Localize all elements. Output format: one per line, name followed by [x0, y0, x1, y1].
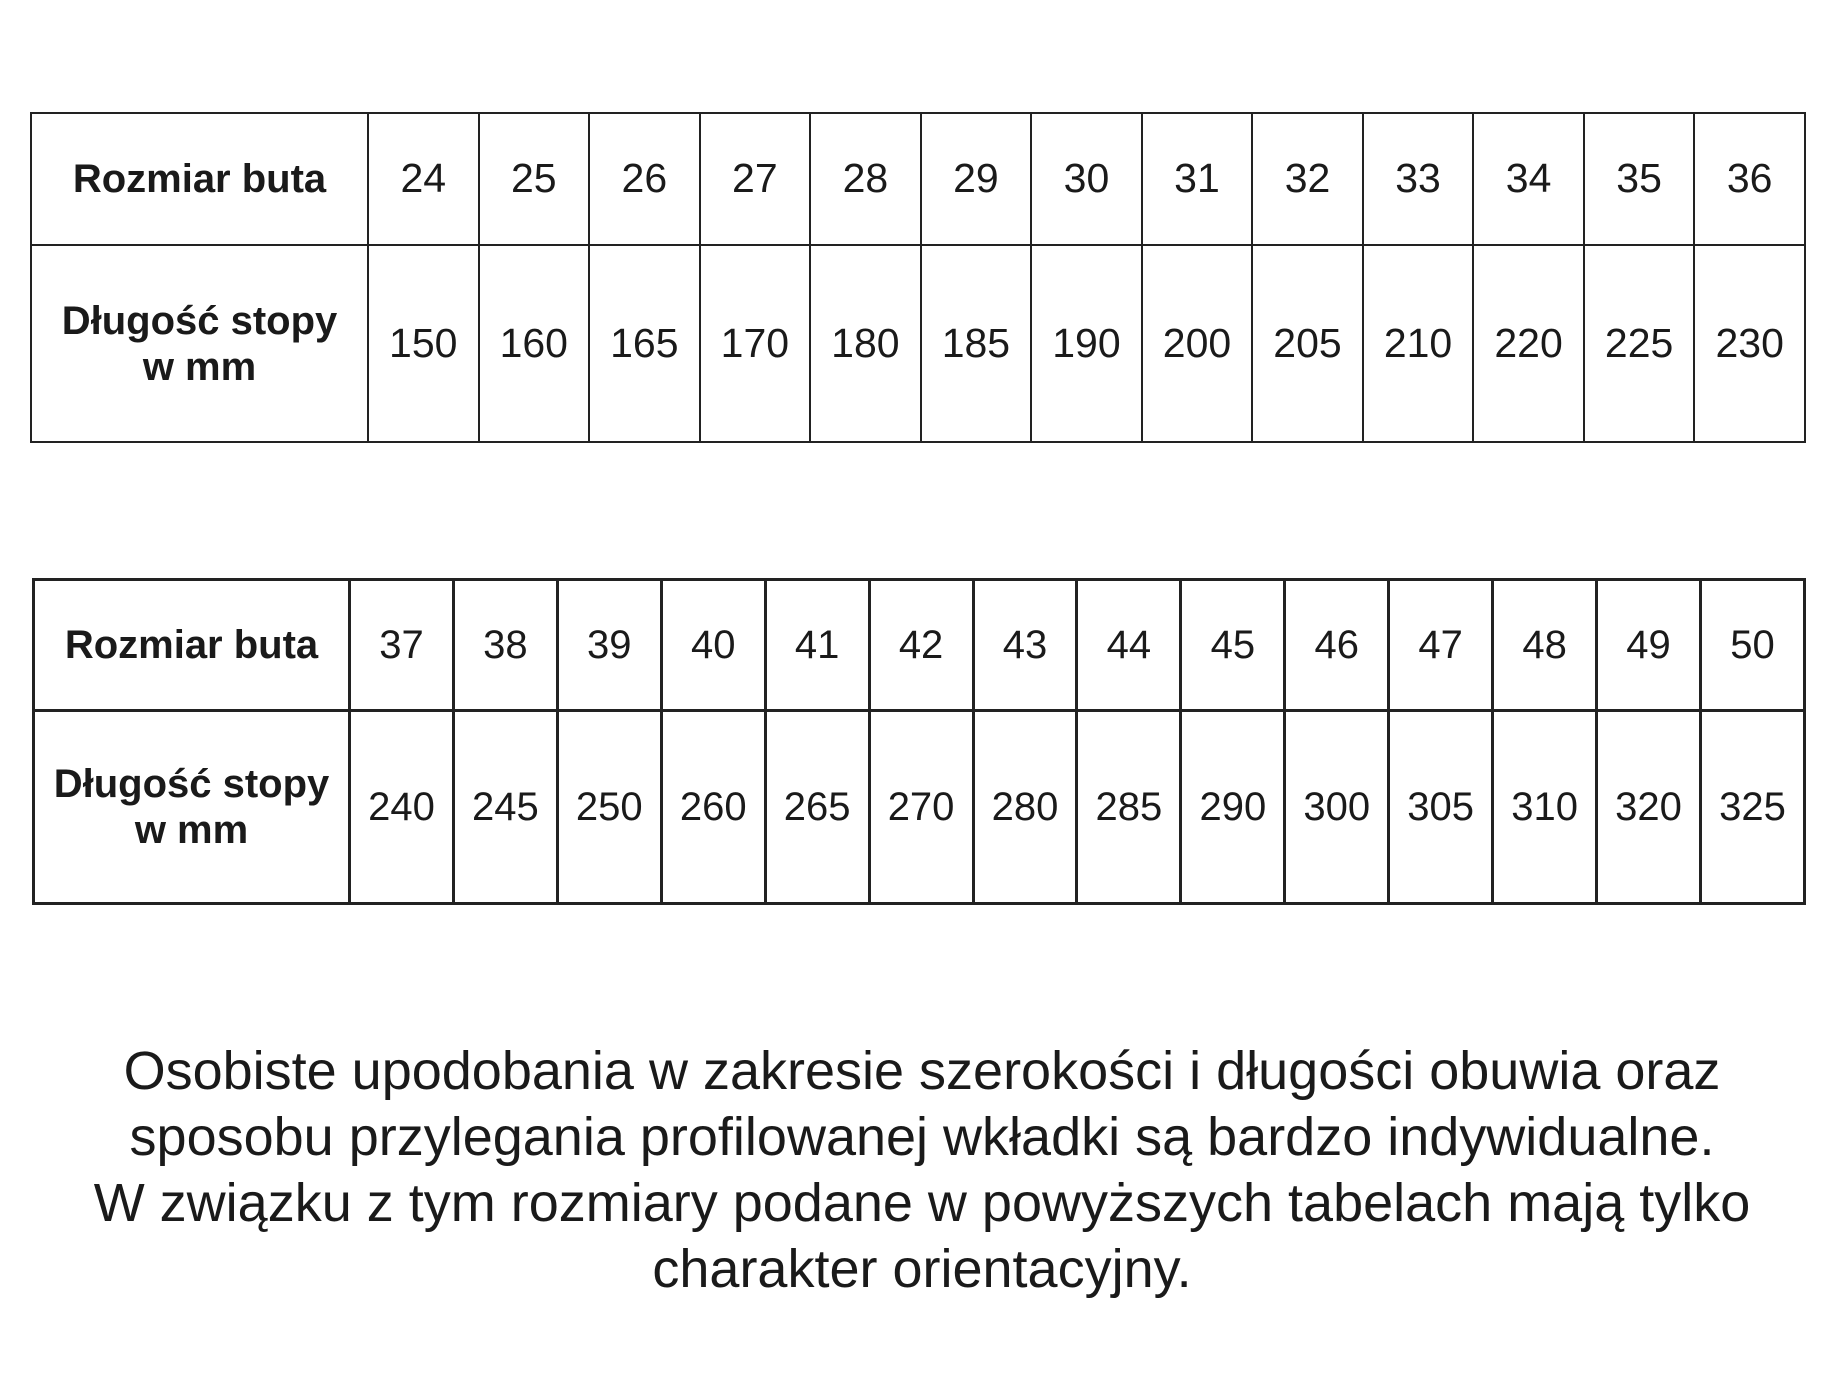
foot-length-cell: 310 [1493, 711, 1597, 904]
shoe-size-label: Rozmiar buta [31, 113, 368, 245]
shoe-size-cell: 44 [1077, 580, 1181, 711]
shoe-size-cell: 26 [589, 113, 700, 245]
shoe-size-cell: 37 [350, 580, 454, 711]
foot-length-label [31, 245, 368, 442]
foot-length-cell: 185 [921, 245, 1032, 442]
foot-length-cell: 305 [1389, 711, 1493, 904]
shoe-size-cell: 42 [869, 580, 973, 711]
shoe-size-cell: 24 [368, 113, 479, 245]
foot-length-cell: 225 [1584, 245, 1695, 442]
shoe-size-cell: 49 [1597, 580, 1701, 711]
foot-length-cell: 240 [350, 711, 454, 904]
foot-length-cell: 210 [1363, 245, 1474, 442]
foot-length-cell: 280 [973, 711, 1077, 904]
disclaimer-line-2: sposobu przylegania profilowanej wkładki są bardzo indywidualne. [129, 1107, 1715, 1167]
shoe-size-cell: 45 [1181, 580, 1285, 711]
foot-length-cell: 320 [1597, 711, 1701, 904]
shoe-size-cell: 36 [1694, 113, 1805, 245]
foot-length-cell: 250 [557, 711, 661, 904]
foot-length-cell: 325 [1700, 711, 1804, 904]
shoe-size-label: Rozmiar buta [34, 580, 350, 711]
foot-length-cell: 285 [1077, 711, 1181, 904]
foot-length-label-line1: Długość stopy [61, 298, 338, 343]
foot-length-label-line2: w mm [134, 808, 249, 852]
foot-length-cell: 200 [1142, 245, 1253, 442]
shoe-size-cell: 41 [765, 580, 869, 711]
foot-length-cell: 165 [589, 245, 700, 442]
foot-length-row [34, 711, 1805, 904]
shoe-size-cell: 25 [479, 113, 590, 245]
size-table-1 [30, 112, 1806, 443]
disclaimer-line-3: W związku z tym rozmiary podane w powyższych tabelach mają tylko [93, 1173, 1751, 1233]
foot-length-cell: 190 [1031, 245, 1142, 442]
foot-length-cell: 180 [810, 245, 921, 442]
foot-length-cell: 270 [869, 711, 973, 904]
foot-length-cell: 170 [700, 245, 811, 442]
shoe-size-row [31, 113, 1805, 245]
foot-length-cell: 265 [765, 711, 869, 904]
shoe-size-cell: 28 [810, 113, 921, 245]
foot-length-cell: 160 [479, 245, 590, 442]
shoe-size-cell: 50 [1700, 580, 1804, 711]
shoe-size-cell: 38 [453, 580, 557, 711]
shoe-size-cell: 40 [661, 580, 765, 711]
shoe-size-cell: 27 [700, 113, 811, 245]
shoe-size-cell: 32 [1252, 113, 1363, 245]
shoe-size-cell: 33 [1363, 113, 1474, 245]
foot-length-cell: 205 [1252, 245, 1363, 442]
shoe-size-cell: 31 [1142, 113, 1253, 245]
shoe-size-cell: 47 [1389, 580, 1493, 711]
size-table-2 [32, 578, 1806, 905]
foot-length-cell: 230 [1694, 245, 1805, 442]
shoe-size-cell: 48 [1493, 580, 1597, 711]
foot-length-cell: 220 [1473, 245, 1584, 442]
disclaimer-line-4: charakter orientacyjny. [652, 1239, 1192, 1299]
shoe-size-cell: 34 [1473, 113, 1584, 245]
foot-length-label-line2: w mm [142, 344, 257, 389]
foot-length-cell: 260 [661, 711, 765, 904]
shoe-size-cell: 30 [1031, 113, 1142, 245]
foot-length-cell: 300 [1285, 711, 1389, 904]
foot-length-cell: 245 [453, 711, 557, 904]
shoe-size-cell: 43 [973, 580, 1077, 711]
shoe-size-cell: 29 [921, 113, 1032, 245]
shoe-size-cell: 46 [1285, 580, 1389, 711]
disclaimer-line-1: Osobiste upodobania w zakresie szerokości i długości obuwia oraz [123, 1041, 1721, 1101]
foot-length-cell: 290 [1181, 711, 1285, 904]
shoe-size-cell: 39 [557, 580, 661, 711]
shoe-size-cell: 35 [1584, 113, 1695, 245]
foot-length-cell: 150 [368, 245, 479, 442]
foot-length-label [34, 711, 350, 904]
disclaimer-text [0, 1038, 1844, 1302]
foot-length-row [31, 245, 1805, 442]
foot-length-label-line1: Długość stopy [53, 762, 330, 806]
shoe-size-row [34, 580, 1805, 711]
